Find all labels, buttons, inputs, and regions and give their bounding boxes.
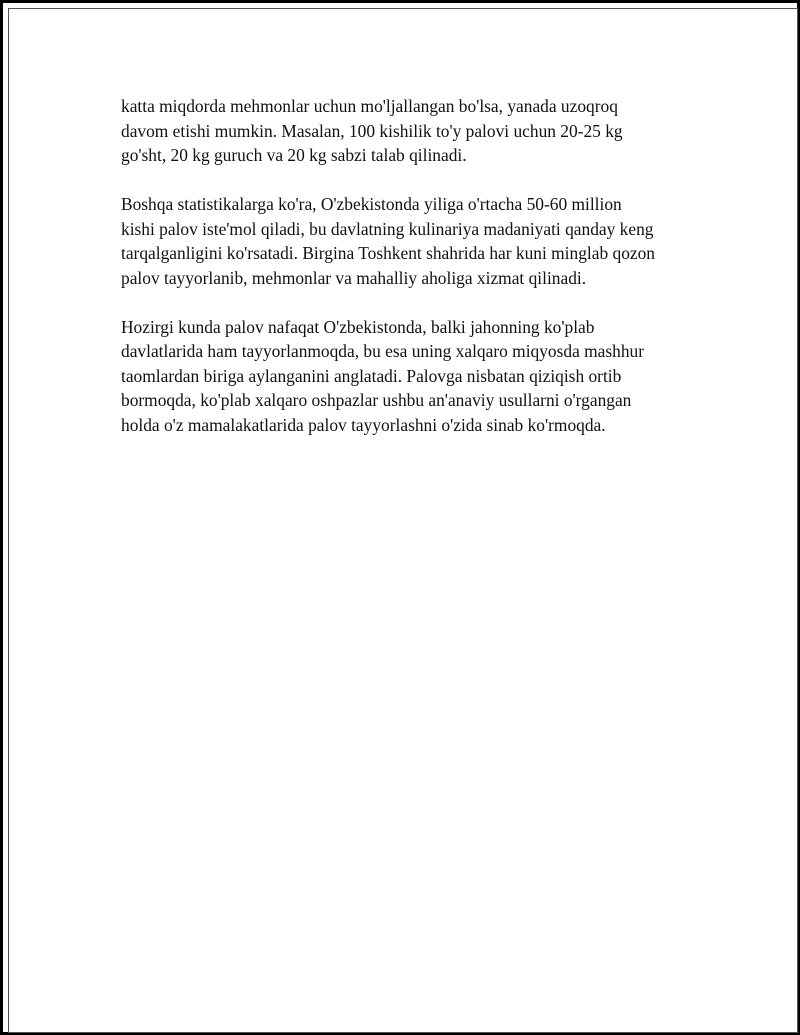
text-line: davom etishi mumkin. Masalan, 100 kishilik to'y palovi uchun 20-25 kg (121, 120, 623, 141)
text-line: kishi palov iste'mol qiladi, bu davlatning kulinariya madaniyati qanday keng (121, 218, 654, 239)
text-line: tarqalganligini ko'rsatadi. Birgina Toshkent shahrida har kuni minglab qozon (121, 243, 655, 263)
text-line: bormoqda, ko'plab xalqaro oshpazlar ushbu an'anaviy usullarni o'rgangan (121, 390, 632, 410)
text-line: palov tayyorlanib, mehmonlar va mahalliy aholiga xizmat qilinadi. (121, 267, 587, 288)
paragraph-1 (121, 94, 721, 168)
text-line: taomlardan biriga aylanganini anglatadi. Palovga nisbatan qiziqish ortib (121, 365, 622, 386)
text-line: davlatlarida ham tayyorlanmoqda, bu esa uning xalqaro miqyosda mashhur (121, 341, 645, 361)
document-body (121, 94, 721, 462)
text-line: holda o'z mamalakatlarida palov tayyorlashni o'zida sinab ko'rmoqda. (121, 414, 606, 435)
text-line: katta miqdorda mehmonlar uchun mo'ljallangan bo'lsa, yanada uzoqroq (121, 96, 618, 116)
text-line: Boshqa statistikalarga ko'ra, O'zbekistonda yiliga o'rtacha 50-60 million (121, 194, 622, 214)
paragraph-3 (121, 315, 721, 438)
text-line: Hozirgi kunda palov nafaqat O'zbekistonda, balki jahonning ko'plab (121, 316, 595, 337)
paragraph-2 (121, 192, 721, 290)
text-line: go'sht, 20 kg guruch va 20 kg sabzi talab qilinadi. (121, 145, 467, 165)
